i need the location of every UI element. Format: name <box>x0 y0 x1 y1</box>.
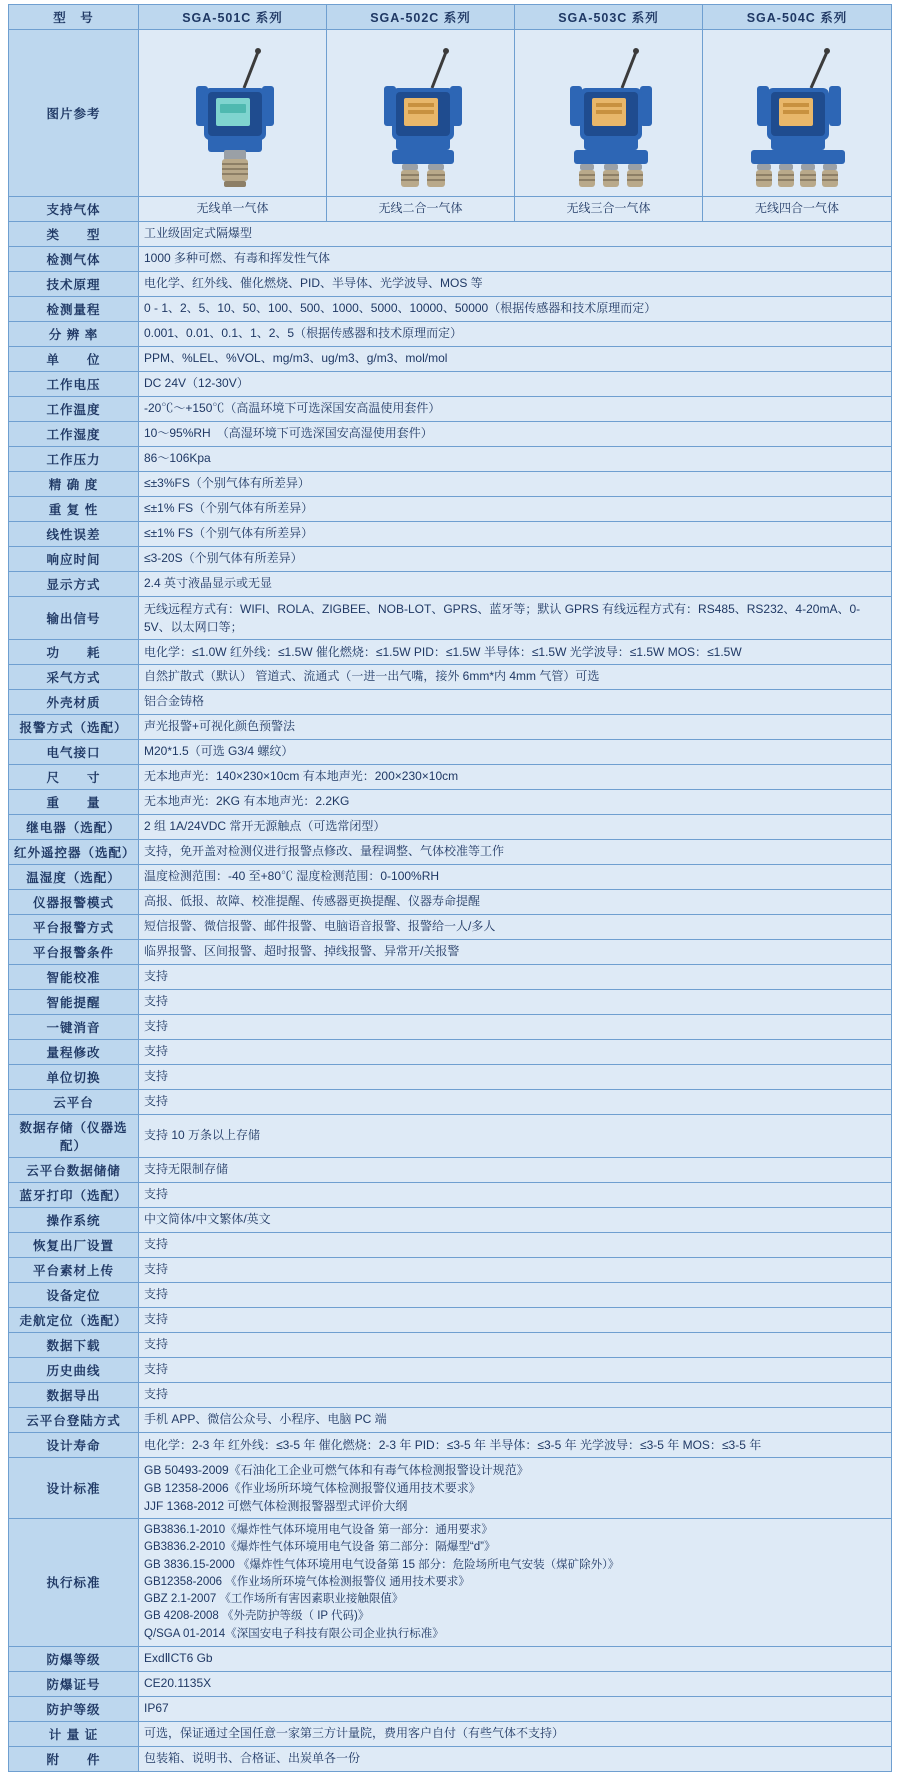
row-label-platform-alarm-conditions: 平台报警条件 <box>9 940 139 965</box>
row-label-electrical-interface: 电气接口 <box>9 740 139 765</box>
row-value-device-location: 支持 <box>139 1283 892 1308</box>
execution-standard-line-6: GB 4208-2008 《外壳防护等级（ IP 代码)》 <box>144 1610 370 1623</box>
row-label-ir-remote: 红外遥控器（选配） <box>9 840 139 865</box>
table-row-output-signal <box>9 597 892 640</box>
row-label-alarm-mode: 报警方式（选配） <box>9 715 139 740</box>
table-row-power <box>9 640 892 665</box>
table-row-smart-calibration <box>9 965 892 990</box>
row-value-display: 2.4 英寸液晶显示或无显 <box>139 572 892 597</box>
table-row-resolution <box>9 322 892 347</box>
row-label-data-download: 数据下载 <box>9 1333 139 1358</box>
single-gas-detector-icon <box>158 40 308 192</box>
row-value-mobile-location: 支持 <box>139 1308 892 1333</box>
row-value-material-upload: 支持 <box>139 1258 892 1283</box>
row-value-type: 工业级固定式隔爆型 <box>139 222 892 247</box>
row-label-metering-certificate: 计 量 证 <box>9 1721 139 1746</box>
table-row-electrical-interface <box>9 740 892 765</box>
table-row-size <box>9 765 892 790</box>
row-label-cloud-platform: 云平台 <box>9 1090 139 1115</box>
life-electrochemical: 电化学：2-3 年 <box>144 1438 225 1452</box>
row-value-data-storage: 支持 10 万条以上存储 <box>139 1115 892 1158</box>
table-row-linearity <box>9 522 892 547</box>
row-label-mobile-location: 走航定位（选配） <box>9 1308 139 1333</box>
row-label-detected-gas: 检测气体 <box>9 247 139 272</box>
design-standard-line-3: JJF 1368-2012 可燃气体检测报警器型式评价大纲 <box>144 1499 408 1513</box>
execution-standard-line-3: GB 3836.15-2000 《爆炸性气体环境用电气设备第 15 部分：危险场所电气安装（煤矿除外）》 <box>144 1558 620 1571</box>
row-label-execution-standard: 执行标准 <box>9 1519 139 1647</box>
execution-standard-line-1: GB3836.1-2010《爆炸性气体环境用电气设备 第一部分：通用要求》 <box>144 1524 493 1536</box>
row-label-os: 操作系统 <box>9 1208 139 1233</box>
model-name-3: SGA-503C 系列 <box>515 5 703 30</box>
row-value-smart-reminder: 支持 <box>139 990 892 1015</box>
power-semiconductor: 半导体：≤1.5W <box>483 645 567 659</box>
table-row-unit <box>9 347 892 372</box>
row-value-voltage: DC 24V（12-30V） <box>139 372 892 397</box>
table-row-temperature <box>9 397 892 422</box>
row-value-smart-calibration: 支持 <box>139 965 892 990</box>
row-value-design-life <box>139 1433 892 1458</box>
power-infrared: 红外线：≤1.5W <box>229 645 313 659</box>
row-label-pressure: 工作压力 <box>9 447 139 472</box>
power-catalytic: 催化燃烧：≤1.5W <box>315 645 411 659</box>
life-pid: PID：≤3-5 年 <box>414 1438 486 1452</box>
row-label-temp-humidity-option: 温湿度（选配） <box>9 865 139 890</box>
row-label-range: 检测量程 <box>9 297 139 322</box>
design-standard-line-2: GB 12358-2006《作业场所环境气体检测报警仪通用技术要求》 <box>144 1481 481 1495</box>
table-row-ex-rating <box>9 1646 892 1671</box>
row-label-size: 尺 寸 <box>9 765 139 790</box>
model-name-2: SGA-502C 系列 <box>327 5 515 30</box>
row-label-resolution: 分 辨 率 <box>9 322 139 347</box>
row-value-data-download: 支持 <box>139 1333 892 1358</box>
row-value-platform-alarm-conditions: 临界报警、区间报警、超时报警、掉线报警、异常开/关报警 <box>139 940 892 965</box>
row-value-cloud-login: 手机 APP、微信公众号、小程序、电脑 PC 端 <box>139 1408 892 1433</box>
dual-gas-detector-icon <box>346 40 496 192</box>
row-label-design-standard: 设计标准 <box>9 1458 139 1519</box>
quad-gas-detector-icon <box>711 40 883 192</box>
row-label-material-upload: 平台素材上传 <box>9 1258 139 1283</box>
table-row-response-time <box>9 547 892 572</box>
table-row-pressure <box>9 447 892 472</box>
life-infrared: 红外线：≤3-5 年 <box>228 1438 316 1452</box>
row-label-ex-certificate: 防爆证号 <box>9 1671 139 1696</box>
power-electrochemical: 电化学：≤1.0W <box>144 645 227 659</box>
row-value-os: 中文简体/中文繁体/英文 <box>139 1208 892 1233</box>
row-value-metering-certificate: 可选，保证通过全国任意一家第三方计量院，费用客户自付（有些气体不支持） <box>139 1721 892 1746</box>
table-row-temp-humidity-option <box>9 865 892 890</box>
row-value-pressure: 86～106Kpa <box>139 447 892 472</box>
triple-gas-detector-icon <box>530 40 688 192</box>
product-image-3 <box>515 30 703 197</box>
row-value-accuracy: ≤±3%FS（个别气体有所差异） <box>139 472 892 497</box>
supported-gas-2: 无线二合一气体 <box>327 197 515 222</box>
table-row-platform-alarm-conditions <box>9 940 892 965</box>
row-value-ex-certificate: CE20.1135X <box>139 1671 892 1696</box>
row-value-ir-remote: 支持，免开盖对检测仪进行报警点修改、量程调整、气体校准等工作 <box>139 840 892 865</box>
row-label-cloud-storage: 云平台数据储储 <box>9 1158 139 1183</box>
row-label-data-export: 数据导出 <box>9 1383 139 1408</box>
table-row-range <box>9 297 892 322</box>
row-label-power: 功 耗 <box>9 640 139 665</box>
table-row-accessories <box>9 1746 892 1771</box>
life-mos: MOS：≤3-5 年 <box>682 1438 762 1452</box>
row-value-resolution: 0.001、0.01、0.1、1、2、5（根据传感器和技术原理而定） <box>139 322 892 347</box>
weight-without-alarm: 无本地声光：2KG <box>144 794 241 809</box>
table-row-unit-switch <box>9 1065 892 1090</box>
row-value-sampling: 自然扩散式（默认） 管道式、流通式（一进一出气嘴，接外 6mm*内 4mm 气管）可选 <box>139 665 892 690</box>
row-value-design-standard <box>139 1458 892 1519</box>
size-with-alarm: 有本地声光：200×230×10cm <box>302 769 459 784</box>
row-label-cloud-login: 云平台登陆方式 <box>9 1408 139 1433</box>
table-row-cloud-login <box>9 1408 892 1433</box>
table-row-ip-rating <box>9 1696 892 1721</box>
table-row-data-export <box>9 1383 892 1408</box>
table-row-design-standard <box>9 1458 892 1519</box>
table-row-alarm-mode <box>9 715 892 740</box>
row-label-repeatability: 重 复 性 <box>9 497 139 522</box>
table-row-one-key-mute <box>9 1015 892 1040</box>
table-row-data-download <box>9 1333 892 1358</box>
row-label-one-key-mute: 一键消音 <box>9 1015 139 1040</box>
row-label-weight: 重 量 <box>9 790 139 815</box>
row-label-design-life: 设计寿命 <box>9 1433 139 1458</box>
row-value-output-signal <box>139 597 892 640</box>
row-label-unit: 单 位 <box>9 347 139 372</box>
table-row-supported-gas <box>9 197 892 222</box>
row-value-temperature: -20℃～+150℃（高温环境下可选深国安高温使用套件） <box>139 397 892 422</box>
execution-standard-line-7: Q/SGA 01-2014《深国安电子科技有限公司企业执行标准》 <box>144 1627 444 1640</box>
table-row-ex-certificate <box>9 1671 892 1696</box>
row-value-alarm-mode: 声光报警+可视化颜色预警法 <box>139 715 892 740</box>
product-image-2 <box>327 30 515 197</box>
row-label-factory-reset: 恢复出厂设置 <box>9 1233 139 1258</box>
row-label-relay: 继电器（选配） <box>9 815 139 840</box>
table-row-cloud-platform <box>9 1090 892 1115</box>
row-value-ex-rating: ExdⅡCT6 Gb <box>139 1646 892 1671</box>
row-value-unit-switch: 支持 <box>139 1065 892 1090</box>
table-row-os <box>9 1208 892 1233</box>
row-value-bluetooth-print: 支持 <box>139 1183 892 1208</box>
row-value-execution-standard <box>139 1519 892 1647</box>
row-label-technology: 技术原理 <box>9 272 139 297</box>
table-row-housing <box>9 690 892 715</box>
row-label-accessories: 附 件 <box>9 1746 139 1771</box>
row-value-accessories: 包装箱、说明书、合格证、出炭单各一份 <box>139 1746 892 1771</box>
row-label-voltage: 工作电压 <box>9 372 139 397</box>
table-row-images <box>9 30 892 197</box>
row-label-ex-rating: 防爆等级 <box>9 1646 139 1671</box>
design-standard-line-1: GB 50493-2009《石油化工企业可燃气体和有毒气体检测报警设计规范》 <box>144 1463 529 1477</box>
row-label-type: 类 型 <box>9 222 139 247</box>
table-row-weight <box>9 790 892 815</box>
row-value-cloud-platform: 支持 <box>139 1090 892 1115</box>
row-label-range-modify: 量程修改 <box>9 1040 139 1065</box>
weight-with-alarm: 有本地声光：2.2KG <box>243 794 350 809</box>
row-value-linearity: ≤±1% FS（个别气体有所差异） <box>139 522 892 547</box>
supported-gas-3: 无线三合一气体 <box>515 197 703 222</box>
table-row-range-modify <box>9 1040 892 1065</box>
output-signal-wireless: 无线远程方式有：WIFI、ROLA、ZIGBEE、NOB-LOT、GPRS、蓝牙等；默认 GPRS <box>144 602 599 616</box>
power-line-2 <box>414 645 742 659</box>
row-label-history-curve: 历史曲线 <box>9 1358 139 1383</box>
row-label-output-signal: 输出信号 <box>9 597 139 640</box>
row-value-platform-alarm-mode: 短信报警、微信报警、邮件报警、电脑语音报警、报警给一人/多人 <box>139 915 892 940</box>
power-optical-waveguide: 光学波导：≤1.5W <box>569 645 665 659</box>
table-row-metering-certificate <box>9 1721 892 1746</box>
table-row-platform-alarm-mode <box>9 915 892 940</box>
table-row-detected-gas <box>9 247 892 272</box>
model-name-1: SGA-501C 系列 <box>139 5 327 30</box>
row-value-humidity: 10～95%RH （高湿环境下可选深国安高湿使用套件） <box>139 422 892 447</box>
row-value-data-export: 支持 <box>139 1383 892 1408</box>
life-line-1 <box>144 1438 415 1452</box>
row-value-size <box>139 765 892 790</box>
life-line-2 <box>415 1438 761 1452</box>
row-value-power <box>139 640 892 665</box>
row-label-platform-alarm-mode: 平台报警方式 <box>9 915 139 940</box>
table-row-relay <box>9 815 892 840</box>
row-value-detected-gas: 1000 多种可燃、有毒和挥发性气体 <box>139 247 892 272</box>
row-label-display: 显示方式 <box>9 572 139 597</box>
table-row-repeatability <box>9 497 892 522</box>
table-row-bluetooth-print <box>9 1183 892 1208</box>
table-row-cloud-storage <box>9 1158 892 1183</box>
row-value-cloud-storage: 支持无限制存储 <box>139 1158 892 1183</box>
life-catalytic: 催化燃烧：2-3 年 <box>318 1438 412 1452</box>
row-label-data-storage: 数据存储（仪器选配） <box>9 1115 139 1158</box>
specification-table <box>8 4 892 1772</box>
row-value-electrical-interface: M20*1.5（可选 G3/4 螺纹） <box>139 740 892 765</box>
table-row-sampling <box>9 665 892 690</box>
power-line-1 <box>144 645 414 659</box>
supported-gas-1: 无线单一气体 <box>139 197 327 222</box>
row-value-repeatability: ≤±1% FS（个别气体有所差异） <box>139 497 892 522</box>
row-value-range-modify: 支持 <box>139 1040 892 1065</box>
row-value-relay: 2 组 1A/24VDC 常开无源触点（可选常闭型） <box>139 815 892 840</box>
row-label-sampling: 采气方式 <box>9 665 139 690</box>
row-label-supported-gas: 支持气体 <box>9 197 139 222</box>
output-signal-wired: 有线远程方式有：RS485、RS232、4-20mA、0-5V、以太网口等； <box>144 602 861 634</box>
row-value-ip-rating: IP67 <box>139 1696 892 1721</box>
table-row-accuracy <box>9 472 892 497</box>
row-label-housing: 外壳材质 <box>9 690 139 715</box>
table-row-material-upload <box>9 1258 892 1283</box>
row-value-history-curve: 支持 <box>139 1358 892 1383</box>
row-value-housing: 铝合金铸格 <box>139 690 892 715</box>
execution-standard-line-2: GB3836.2-2010《爆炸性气体环境用电气设备 第二部分：隔爆型“d”》 <box>144 1541 496 1554</box>
row-value-technology: 电化学、红外线、催化燃烧、PID、半导体、光学波导、MOS 等 <box>139 272 892 297</box>
table-row-technology <box>9 272 892 297</box>
table-row-design-life <box>9 1433 892 1458</box>
table-row-smart-reminder <box>9 990 892 1015</box>
row-value-factory-reset: 支持 <box>139 1233 892 1258</box>
row-label-ip-rating: 防护等级 <box>9 1696 139 1721</box>
life-optical-waveguide: 光学波导：≤3-5 年 <box>579 1438 680 1452</box>
table-row-ir-remote <box>9 840 892 865</box>
row-label-image-reference: 图片参考 <box>9 30 139 197</box>
table-row-model <box>9 5 892 30</box>
table-row-factory-reset <box>9 1233 892 1258</box>
table-row-execution-standard <box>9 1519 892 1647</box>
table-row-mobile-location <box>9 1308 892 1333</box>
row-label-humidity: 工作湿度 <box>9 422 139 447</box>
row-label-unit-switch: 单位切换 <box>9 1065 139 1090</box>
row-value-response-time: ≤3-20S（个别气体有所差异） <box>139 547 892 572</box>
row-label-response-time: 响应时间 <box>9 547 139 572</box>
table-row-humidity <box>9 422 892 447</box>
size-without-alarm: 无本地声光：140×230×10cm <box>144 769 300 784</box>
row-value-range: 0 - 1、2、5、10、50、100、500、1000、5000、10000、50000（根据传感器和技术原理而定） <box>139 297 892 322</box>
model-name-4: SGA-504C 系列 <box>703 5 892 30</box>
execution-standard-line-5: GBZ 2.1-2007 《工作场所有害因素职业接触限值》 <box>144 1593 404 1605</box>
row-value-one-key-mute: 支持 <box>139 1015 892 1040</box>
table-row-voltage <box>9 372 892 397</box>
supported-gas-4: 无线四合一气体 <box>703 197 892 222</box>
table-row-history-curve <box>9 1358 892 1383</box>
power-pid: PID：≤1.5W <box>413 645 481 659</box>
row-label-accuracy: 精 确 度 <box>9 472 139 497</box>
row-value-weight <box>139 790 892 815</box>
power-mos: MOS：≤1.5W <box>667 645 742 659</box>
row-label-smart-reminder: 智能提醒 <box>9 990 139 1015</box>
row-label-device-location: 设备定位 <box>9 1283 139 1308</box>
life-semiconductor: 半导体：≤3-5 年 <box>489 1438 577 1452</box>
execution-standard-line-4: GB12358-2006 《作业场所环境气体检测报警仪 通用技术要求》 <box>144 1575 470 1588</box>
table-row-data-storage <box>9 1115 892 1158</box>
table-row-instrument-alarm-mode <box>9 890 892 915</box>
table-row-display <box>9 572 892 597</box>
table-row-device-location <box>9 1283 892 1308</box>
row-value-instrument-alarm-mode: 高报、低报、故障、校准提醒、传感器更换提醒、仪器寿命提醒 <box>139 890 892 915</box>
row-label-smart-calibration: 智能校准 <box>9 965 139 990</box>
product-image-4 <box>703 30 892 197</box>
table-row-type <box>9 222 892 247</box>
product-image-1 <box>139 30 327 197</box>
row-label-linearity: 线性误差 <box>9 522 139 547</box>
row-label-instrument-alarm-mode: 仪器报警模式 <box>9 890 139 915</box>
row-value-unit: PPM、%LEL、%VOL、mg/m3、ug/m3、g/m3、mol/mol <box>139 347 892 372</box>
row-label-bluetooth-print: 蓝牙打印（选配） <box>9 1183 139 1208</box>
row-value-temp-humidity-option: 温度检测范围：-40 至+80℃ 湿度检测范围：0-100%RH <box>139 865 892 890</box>
row-label-model: 型 号 <box>9 5 139 30</box>
row-label-temperature: 工作温度 <box>9 397 139 422</box>
